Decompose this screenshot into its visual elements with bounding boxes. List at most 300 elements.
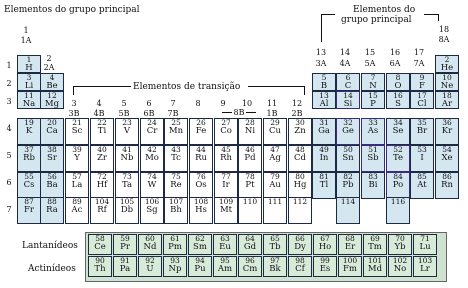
group-label-6b: 6B	[143, 109, 155, 118]
atomic-number: 95	[220, 256, 230, 265]
group-number-12: 12	[291, 99, 303, 108]
element-cell-111	[263, 197, 287, 224]
element-cell-Fe	[189, 118, 213, 145]
element-symbol: Ir	[222, 180, 230, 190]
group-label-8a: 8A	[438, 35, 450, 44]
element-symbol: Ca	[46, 126, 58, 136]
actinide-cell-U	[138, 256, 162, 277]
element-symbol: Zr	[97, 153, 107, 163]
element-cell-Hs	[189, 197, 213, 224]
atomic-number: 21	[72, 118, 82, 127]
atomic-number: 77	[221, 172, 231, 181]
element-symbol: Cm	[242, 264, 258, 274]
element-symbol: Ce	[94, 242, 106, 252]
atomic-number: 82	[343, 172, 353, 181]
element-cell-Rn	[435, 172, 459, 199]
element-symbol: Er	[344, 242, 356, 252]
element-symbol: Bk	[269, 264, 281, 274]
element-symbol: Au	[269, 180, 281, 190]
main-group-label-left: Elementos do grupo principal	[4, 5, 140, 15]
element-cell-P	[361, 91, 385, 109]
element-symbol: Ti	[97, 126, 107, 136]
period-number-5: 5	[6, 151, 12, 160]
actinide-cell-Es	[313, 256, 337, 277]
element-symbol: Cd	[294, 153, 306, 163]
element-cell-Zn	[288, 118, 312, 145]
element-cell-Fr	[17, 197, 41, 224]
atomic-number: 103	[417, 256, 433, 265]
atomic-number: 73	[122, 172, 132, 181]
actinide-cell-Np	[163, 256, 187, 277]
element-symbol: Al	[319, 99, 329, 109]
atomic-number: 55	[24, 172, 34, 181]
lanthanide-cell-Eu	[213, 234, 237, 255]
element-symbol: K	[25, 126, 33, 136]
group-label-4b: 4B	[93, 109, 105, 118]
element-cell-Xe	[435, 145, 459, 172]
element-symbol: Fr	[24, 205, 34, 215]
element-symbol: Th	[94, 264, 106, 274]
group-label-2a: 2A	[43, 63, 55, 72]
element-symbol: Yb	[394, 242, 406, 252]
element-cell-F	[410, 73, 434, 91]
element-symbol: Rn	[441, 180, 453, 190]
atomic-number: 29	[270, 118, 280, 127]
element-cell-O	[386, 73, 410, 91]
element-symbol: Be	[46, 81, 58, 91]
element-symbol: Am	[217, 264, 233, 274]
atomic-number: 15	[368, 91, 378, 100]
bracket-right-left-top	[321, 14, 335, 15]
actinide-cell-Lr	[413, 256, 437, 277]
element-symbol: B	[320, 81, 328, 91]
atomic-number: 88	[47, 197, 57, 206]
atomic-number: 80	[295, 172, 305, 181]
element-symbol: Tm	[368, 242, 382, 252]
element-cell-As	[361, 118, 385, 145]
lanthanide-cell-Pm	[163, 234, 187, 255]
element-cell-Be	[40, 73, 64, 91]
element-symbol: C	[344, 81, 352, 91]
element-cell-Bh	[164, 197, 188, 224]
element-cell-C	[336, 73, 360, 91]
atomic-number: 58	[95, 234, 105, 243]
period-number-1: 1	[6, 61, 12, 70]
element-cell-Hf	[90, 172, 114, 199]
atomic-number: 28	[245, 118, 255, 127]
element-cell-Mt	[214, 197, 238, 224]
atomic-number: 22	[97, 118, 107, 127]
element-symbol: Ra	[46, 205, 58, 215]
atomic-number: 101	[367, 256, 383, 265]
group-label-3a: 3A	[315, 59, 327, 68]
element-symbol: Tc	[171, 153, 181, 163]
atomic-number: 50	[343, 145, 353, 154]
element-cell-Sc	[65, 118, 89, 145]
element-cell-Li	[17, 73, 41, 91]
element-symbol: Br	[416, 126, 428, 136]
element-symbol: Zn	[294, 126, 306, 136]
atomic-number: 9	[419, 73, 425, 82]
atomic-number: 105	[119, 197, 135, 206]
atomic-number: 81	[319, 172, 329, 181]
element-symbol: Lr	[420, 264, 430, 274]
atomic-number: 11	[24, 91, 34, 100]
atomic-number: 31	[319, 118, 329, 127]
group-label-4a: 4A	[339, 59, 351, 68]
atomic-number: 4	[49, 73, 55, 82]
element-cell-110	[238, 197, 262, 224]
element-symbol: Si	[343, 99, 353, 109]
group-label-6a: 6A	[389, 59, 401, 68]
atomic-number: 100	[342, 256, 358, 265]
atomic-number: 35	[417, 118, 427, 127]
element-symbol: Tl	[319, 180, 329, 190]
bracket-right-right-leg	[438, 14, 439, 21]
atomic-number: 7	[370, 73, 376, 82]
actinide-cell-Cf	[288, 256, 312, 277]
atomic-number: 16	[393, 91, 403, 100]
atomic-number: 97	[270, 256, 280, 265]
atomic-number: 112	[292, 197, 308, 206]
atomic-number: 94	[195, 256, 205, 265]
element-cell-Pb	[336, 172, 360, 199]
atomic-number: 37	[24, 145, 34, 154]
atomic-number: 49	[319, 145, 329, 154]
atomic-number: 41	[122, 145, 132, 154]
lanthanide-cell-Er	[338, 234, 362, 255]
element-cell-Bi	[361, 172, 385, 199]
atomic-number: 32	[343, 118, 353, 127]
main-group-label-right-line2: grupo principal	[341, 15, 412, 25]
element-symbol: Tb	[269, 242, 281, 252]
element-symbol: Es	[319, 264, 331, 274]
element-symbol: Cf	[295, 264, 305, 274]
element-symbol: Cl	[417, 99, 427, 109]
group-number-6: 6	[146, 99, 152, 108]
element-cell-Cs	[17, 172, 41, 199]
element-symbol: He	[440, 63, 454, 73]
element-cell-Na	[17, 91, 41, 109]
group-number-16: 16	[389, 48, 401, 57]
atomic-number: 99	[320, 256, 330, 265]
element-symbol: Ge	[342, 126, 354, 136]
element-symbol: Kr	[441, 126, 453, 136]
atomic-number: 23	[122, 118, 132, 127]
atomic-number: 14	[343, 91, 353, 100]
element-symbol: Ga	[318, 126, 330, 136]
atomic-number: 79	[270, 172, 280, 181]
atomic-number: 51	[368, 145, 378, 154]
atomic-number: 96	[245, 256, 255, 265]
atomic-number: 75	[171, 172, 181, 181]
atomic-number: 71	[420, 234, 430, 243]
atomic-number: 57	[72, 172, 82, 181]
element-cell-Hg	[288, 172, 312, 199]
element-cell-Cd	[288, 145, 312, 172]
element-symbol: Te	[392, 153, 404, 163]
group-number-7: 7	[170, 99, 176, 108]
element-cell-Ra	[40, 197, 64, 224]
element-symbol: Ni	[244, 126, 256, 136]
atomic-number: 36	[442, 118, 452, 127]
group-number-9: 9	[220, 99, 226, 108]
period-number-2: 2	[6, 79, 12, 88]
lanthanide-cell-Tm	[363, 234, 387, 255]
element-cell-Cl	[410, 91, 434, 109]
element-symbol: Po	[392, 180, 404, 190]
lanthanide-cell-Tb	[263, 234, 287, 255]
element-symbol: Pb	[342, 180, 354, 190]
element-cell-K	[17, 118, 41, 145]
atomic-number: 45	[221, 145, 231, 154]
element-cell-Mn	[164, 118, 188, 145]
element-cell-W	[140, 172, 164, 199]
element-symbol: Pr	[120, 242, 130, 252]
group-label-1a: 1A	[20, 36, 32, 45]
element-cell-Y	[65, 145, 89, 172]
element-symbol: Mt	[219, 205, 233, 215]
group-number-13: 13	[315, 48, 327, 57]
atomic-number: 46	[245, 145, 255, 154]
element-symbol: Db	[120, 205, 134, 215]
atomic-number: 27	[221, 118, 231, 127]
atomic-number: 26	[196, 118, 206, 127]
actinide-cell-Th	[88, 256, 112, 277]
element-symbol: P	[370, 99, 376, 109]
atomic-number: 53	[417, 145, 427, 154]
lanthanide-cell-Ce	[88, 234, 112, 255]
actinide-cell-Pa	[113, 256, 137, 277]
element-symbol: Ru	[195, 153, 207, 163]
group-number-15: 15	[364, 48, 376, 57]
element-cell-Rb	[17, 145, 41, 172]
lanthanide-cell-Gd	[238, 234, 262, 255]
atomic-number: 90	[95, 256, 105, 265]
element-symbol: Ag	[269, 153, 281, 163]
lanthanide-cell-Yb	[388, 234, 412, 255]
element-cell-Tc	[164, 145, 188, 172]
period-number-6: 6	[6, 178, 12, 187]
element-cell-Po	[386, 172, 410, 199]
element-symbol: Y	[74, 153, 80, 163]
atomic-number: 54	[442, 145, 452, 154]
bracket-transition-left	[73, 86, 131, 87]
element-symbol: Sn	[342, 153, 354, 163]
main-group-label-right-line1: Elementos do	[353, 5, 416, 15]
atomic-number: 89	[72, 197, 82, 206]
group-label-5b: 5B	[118, 109, 130, 118]
element-symbol: Os	[195, 180, 207, 190]
element-cell-N	[361, 73, 385, 91]
element-symbol: Rf	[97, 205, 107, 215]
element-cell-Ti	[90, 118, 114, 145]
atomic-number: 102	[392, 256, 408, 265]
element-cell-Nb	[115, 145, 139, 172]
element-symbol: Pd	[244, 153, 256, 163]
element-symbol: V	[123, 126, 131, 136]
element-symbol: Se	[392, 126, 404, 136]
element-cell-Ta	[115, 172, 139, 199]
element-cell-Ar	[435, 91, 459, 109]
element-cell-At	[410, 172, 434, 199]
element-symbol: Ar	[441, 99, 453, 109]
atomic-number: 66	[295, 234, 305, 243]
group-label-1b: 1B	[266, 109, 278, 118]
element-symbol: S	[395, 99, 401, 109]
atomic-number: 93	[170, 256, 180, 265]
group-number-3: 3	[71, 99, 77, 108]
atomic-number: 8	[395, 73, 401, 82]
actinide-cell-No	[388, 256, 412, 277]
element-cell-Ge	[336, 118, 360, 145]
element-cell-Re	[164, 172, 188, 199]
element-symbol: N	[369, 81, 377, 91]
atomic-number: 106	[144, 197, 160, 206]
atomic-number: 63	[220, 234, 230, 243]
element-symbol: As	[367, 126, 379, 136]
element-cell-Sb	[361, 145, 385, 172]
bracket-transition-left-leg	[73, 86, 74, 95]
group-number-1: 1	[23, 26, 29, 35]
element-cell-La	[65, 172, 89, 199]
element-symbol: Sc	[71, 126, 83, 136]
atomic-number: 52	[393, 145, 403, 154]
group-label-7a: 7A	[413, 59, 425, 68]
atomic-number: 83	[368, 172, 378, 181]
element-symbol: Mn	[168, 126, 184, 136]
atomic-number: 91	[120, 256, 130, 265]
atomic-number: 10	[442, 73, 452, 82]
bracket-transition-right-leg	[304, 86, 305, 95]
atomic-number: 76	[196, 172, 206, 181]
element-cell-Se	[386, 118, 410, 145]
atomic-number: 1	[26, 55, 32, 64]
element-symbol: W	[147, 180, 157, 190]
element-symbol: At	[417, 180, 427, 190]
atomic-number: 44	[196, 145, 206, 154]
lanthanides-label: Lantanídeos	[22, 241, 78, 251]
group-number-18: 18	[438, 25, 450, 34]
element-cell-Mo	[140, 145, 164, 172]
atomic-number: 104	[94, 197, 110, 206]
atomic-number: 62	[195, 234, 205, 243]
atomic-number: 65	[270, 234, 280, 243]
element-cell-Ca	[40, 118, 64, 145]
element-cell-Tl	[312, 172, 336, 199]
bracket-transition-right	[248, 86, 305, 87]
atomic-number: 40	[97, 145, 107, 154]
bracket-right-left-leg	[321, 14, 322, 42]
element-symbol: Sr	[47, 153, 57, 163]
atomic-number: 109	[218, 197, 234, 206]
atomic-number: 69	[370, 234, 380, 243]
atomic-number: 64	[245, 234, 255, 243]
element-cell-In	[312, 145, 336, 172]
element-symbol: In	[319, 153, 329, 163]
group-number-14: 14	[339, 48, 351, 57]
actinide-cell-Pu	[188, 256, 212, 277]
element-symbol: Re	[170, 180, 182, 190]
element-cell-V	[115, 118, 139, 145]
atomic-number: 42	[147, 145, 157, 154]
element-cell-I	[410, 145, 434, 172]
atomic-number: 5	[321, 73, 327, 82]
atomic-number: 17	[417, 91, 427, 100]
element-symbol: Dy	[294, 242, 306, 252]
element-cell-Rf	[90, 197, 114, 224]
atomic-number: 47	[270, 145, 280, 154]
atomic-number: 20	[47, 118, 57, 127]
period-number-4: 4	[6, 124, 12, 133]
element-symbol: Md	[367, 264, 383, 274]
element-symbol: U	[146, 264, 154, 274]
element-symbol: Pt	[245, 180, 255, 190]
element-symbol: Ba	[46, 180, 58, 190]
actinide-cell-Am	[213, 256, 237, 277]
element-cell-Ru	[189, 145, 213, 172]
element-symbol: Mg	[44, 99, 60, 109]
atomic-number: 86	[442, 172, 452, 181]
atomic-number: 110	[242, 197, 258, 206]
element-symbol: F	[419, 81, 425, 91]
atomic-number: 70	[395, 234, 405, 243]
atomic-number: 25	[171, 118, 181, 127]
element-symbol: Li	[24, 81, 34, 91]
group-number-2: 2	[46, 54, 52, 63]
element-cell-H	[17, 55, 41, 73]
actinide-cell-Bk	[263, 256, 287, 277]
atomic-number: 111	[267, 197, 283, 206]
element-cell-Ag	[263, 145, 287, 172]
element-symbol: Ne	[440, 81, 454, 91]
group-number-8: 8	[195, 99, 201, 108]
element-symbol: Bh	[170, 205, 182, 215]
element-symbol: Cr	[146, 126, 158, 136]
element-cell-Ac	[65, 197, 89, 224]
element-symbol: La	[71, 180, 83, 190]
group-number-17: 17	[413, 48, 425, 57]
element-symbol: Nd	[143, 242, 157, 252]
element-cell-Ba	[40, 172, 64, 199]
element-cell-Ir	[214, 172, 238, 199]
element-symbol: Rb	[23, 153, 35, 163]
atomic-number: 3	[26, 73, 32, 82]
element-cell-114	[336, 197, 360, 224]
atomic-number: 74	[147, 172, 157, 181]
atomic-number: 59	[120, 234, 130, 243]
element-symbol: No	[393, 264, 407, 274]
atomic-number: 2	[444, 55, 450, 64]
lanthanide-cell-Nd	[138, 234, 162, 255]
element-symbol: Gd	[243, 242, 257, 252]
element-cell-Cr	[140, 118, 164, 145]
element-symbol: Fe	[195, 126, 207, 136]
atomic-number: 108	[193, 197, 209, 206]
atomic-number: 19	[24, 118, 34, 127]
element-cell-Rh	[214, 145, 238, 172]
element-cell-116	[386, 197, 410, 224]
atomic-number: 78	[245, 172, 255, 181]
atomic-number: 6	[345, 73, 351, 82]
atomic-number: 67	[320, 234, 330, 243]
element-symbol: Np	[168, 264, 182, 274]
element-symbol: Cu	[269, 126, 281, 136]
atomic-number: 60	[145, 234, 155, 243]
element-symbol: H	[25, 63, 33, 73]
group-label-8b: 8B	[233, 108, 245, 117]
actinide-cell-Md	[363, 256, 387, 277]
